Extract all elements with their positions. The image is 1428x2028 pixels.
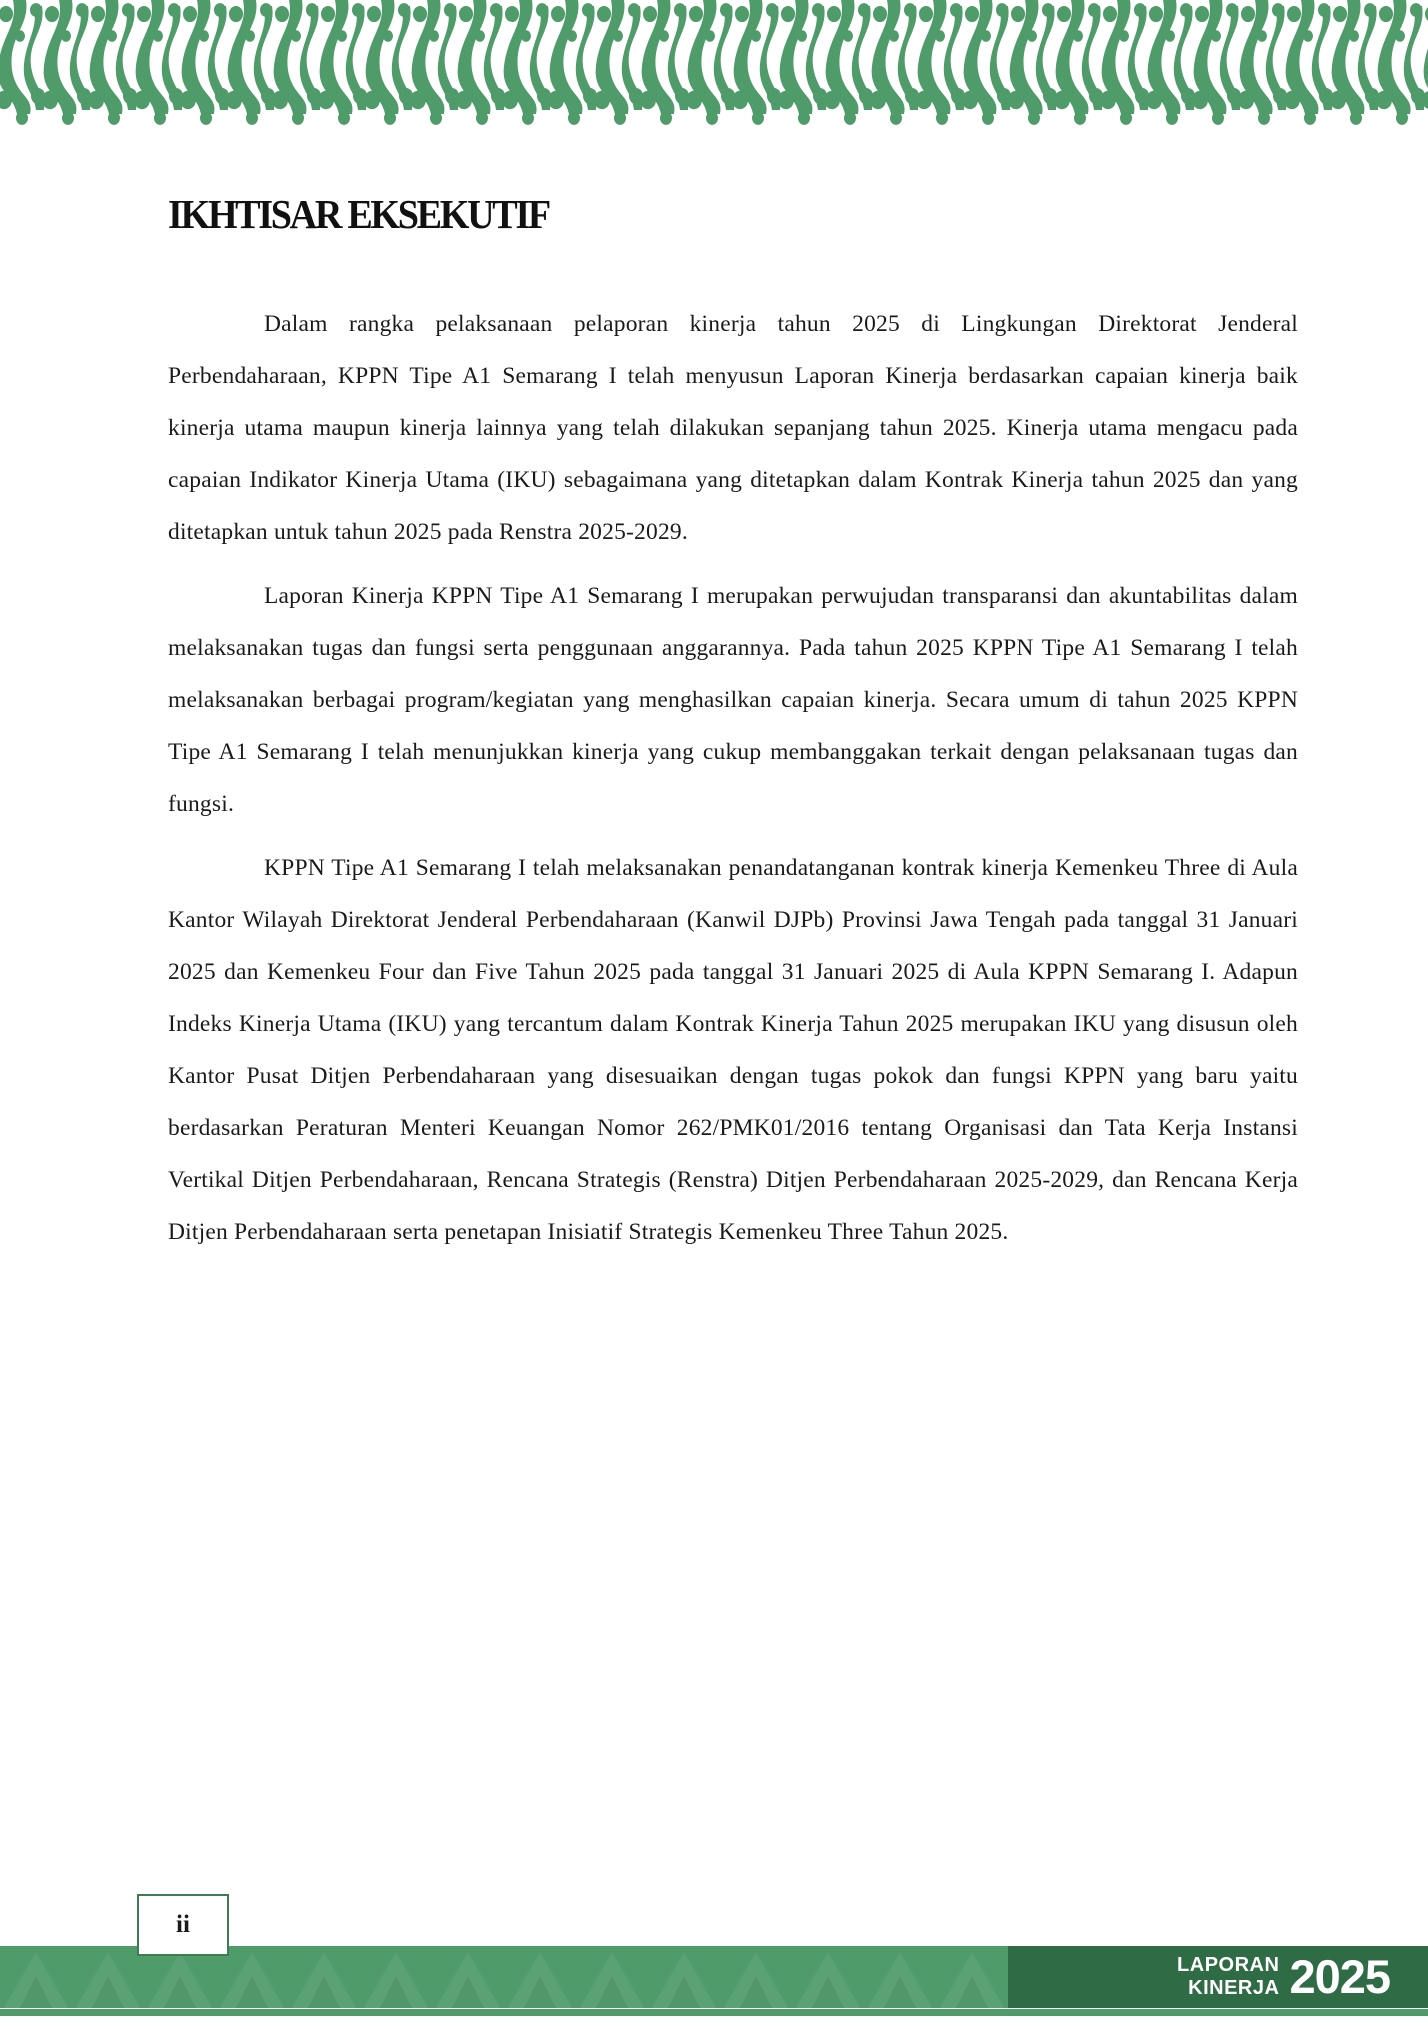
paragraph-2: Laporan Kinerja KPPN Tipe A1 Semarang I merupakan perwujudan transparansi dan akuntabilitas dalam melaksanakan tugas dan fungsi serta penggunaan anggarannya. Pada tahun 2025 KPPN Tipe A1 Semarang I telah melaksanakan berbagai program/kegiatan yang menghasilkan capaian kinerja. Secara umum di tahun 2025 KPPN Tipe A1 Semarang I telah menunjukkan kinerja yang cukup membanggakan terkait dengan pelaksanaan tugas dan fungsi. (168, 583, 1298, 817)
page-title: IKHTISAR EKSEKUTIF (168, 191, 549, 237)
footer-brand-line-2: KINERJA (1188, 1977, 1280, 1999)
page-number-box (137, 1894, 229, 1956)
footer-rule (0, 2009, 1428, 2016)
document-body (168, 190, 1298, 1266)
paragraph-3: KPPN Tipe A1 Semarang I telah melaksanakan penandatanganan kontrak kinerja Kemenkeu Three di Aula Kantor Wilayah Direktorat Jenderal Perbendaharaan (Kanwil DJPb) Provinsi Jawa Tengah pada tanggal 31 Januari 2025 dan Kemenkeu Four dan Five Tahun 2025 pada tanggal 31 Januari 2025 di Aula KPPN Semarang I. Adapun Indeks Kinerja Utama (IKU) yang tercantum dalam Kontrak Kinerja Tahun 2025 merupakan IKU yang disusun oleh Kantor Pusat Ditjen Perbendaharaan yang disesuaikan dengan tugas pokok dan fungsi KPPN yang baru yaitu berdasarkan Peraturan Menteri Keuangan Nomor 262/PMK01/2016 tentang Organisasi dan Tata Kerja Instansi Vertikal Ditjen Perbendaharaan, Rencana Strategis (Renstra) Ditjen Perbendaharaan 2025-2029, dan Rencana Kerja Ditjen Perbendaharaan serta penetapan Inisiatif Strategis Kemenkeu Three Tahun 2025. (168, 855, 1298, 1245)
paragraph-1: Dalam rangka pelaksanaan pelaporan kinerja tahun 2025 di Lingkungan Direktorat Jenderal Perbendaharaan, KPPN Tipe A1 Semarang I telah menyusun Laporan Kinerja berdasarkan capaian kinerja baik kinerja utama maupun kinerja lainnya yang telah dilakukan sepanjang tahun 2025. Kinerja utama mengacu pada capaian Indikator Kinerja Utama (IKU) sebagaimana yang ditetapkan dalam Kontrak Kinerja tahun 2025 dan yang ditetapkan untuk tahun 2025 pada Renstra 2025-2029. (168, 311, 1298, 545)
page-number: ii (176, 1911, 190, 1938)
footer-brand-line-1: LAPORAN (1177, 1954, 1280, 1976)
footer-brand-year: 2025 (1289, 1950, 1390, 2003)
footer-brand (1177, 1949, 1390, 2004)
top-decorative-band (0, 0, 1428, 145)
